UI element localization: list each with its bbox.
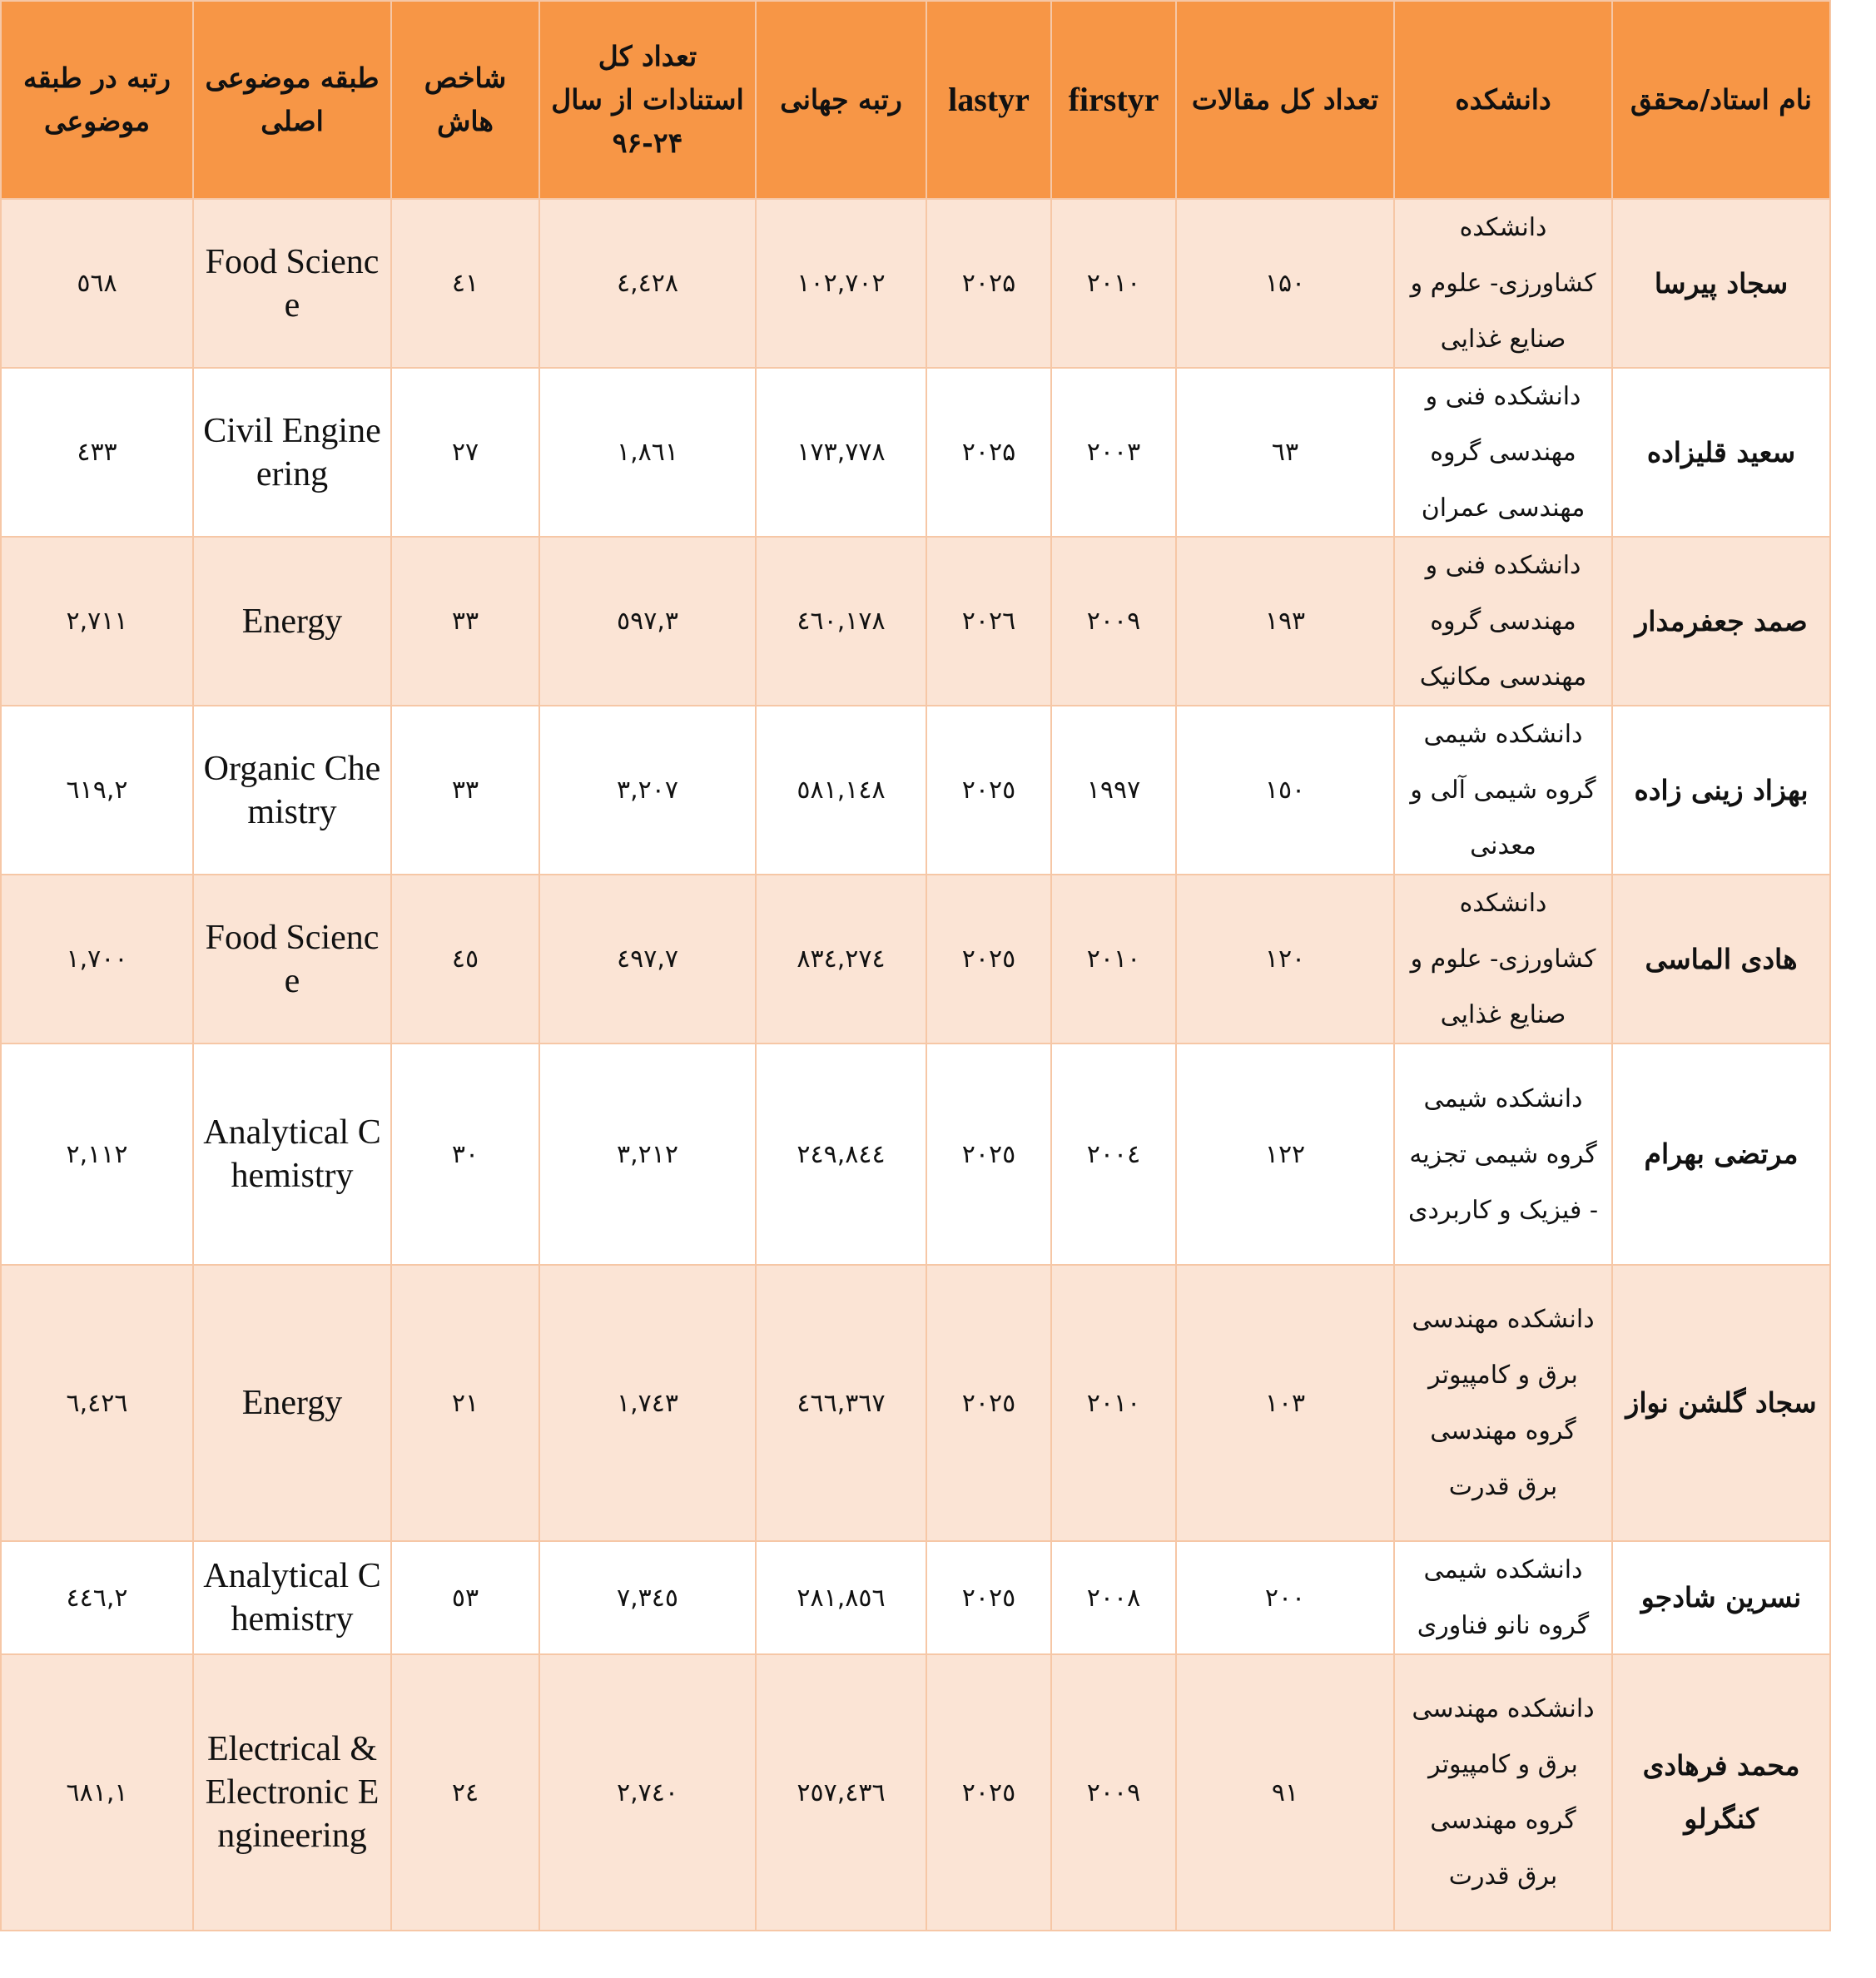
last-year-cell: ۲۰۲٥	[926, 1265, 1051, 1541]
subject-rank-cell: ۲,۱۱۲	[1, 1044, 193, 1265]
total-articles-cell: ۱۲۲	[1176, 1044, 1394, 1265]
citations-cell: ۳,۲۰۷	[539, 706, 756, 875]
total-articles-cell: ۹۱	[1176, 1654, 1394, 1931]
table-row	[1, 1654, 1830, 1931]
header-citations: تعداد کل استنادات از سال ۲۴-۹۶	[539, 1, 756, 199]
faculty-cell: دانشکده مهندسی برق و کامپیوتر گروه مهندسی برق قدرت	[1394, 1654, 1612, 1931]
table-row	[1, 875, 1830, 1044]
faculty-cell: دانشکده کشاورزی- علوم و صنایع غذایی	[1394, 875, 1612, 1044]
researcher-name: سجاد گلشن نواز	[1612, 1265, 1830, 1541]
total-articles-cell: ۱٥۰	[1176, 706, 1394, 875]
faculty-cell: دانشکده کشاورزی- علوم و صنایع غذایی	[1394, 199, 1612, 368]
table-row	[1, 1541, 1830, 1654]
first-year-cell: ۲۰۱۰	[1051, 1265, 1176, 1541]
header-subject: طبقه موضوعی اصلی	[193, 1, 391, 199]
table-row	[1, 537, 1830, 706]
world-rank-cell: ۱۰۲,۷۰۲	[756, 199, 926, 368]
citations-cell: ۳,۲۱۲	[539, 1044, 756, 1265]
last-year-cell: ۲۰۲٥	[926, 706, 1051, 875]
last-year-cell: ۲۰۲٥	[926, 875, 1051, 1044]
world-rank-cell: ۱۷۸,٤٦۰	[756, 537, 926, 706]
faculty-cell: دانشکده فنی و مهندسی گروه مهندسی عمران	[1394, 368, 1612, 537]
subject-rank-cell: ٥٦٨	[1, 199, 193, 368]
table-row	[1, 706, 1830, 875]
last-year-cell: ۲۰۲٥	[926, 1044, 1051, 1265]
first-year-cell: ۲۰۱۰	[1051, 199, 1176, 368]
faculty-cell: دانشکده فنی و مهندسی گروه مهندسی مکانیک	[1394, 537, 1612, 706]
header-world-rank: رتبه جهانی	[756, 1, 926, 199]
world-rank-cell: ۱۷۳,۷۷۸	[756, 368, 926, 537]
last-year-cell: ۲۰۲٦	[926, 537, 1051, 706]
world-rank-cell: ۲٤۹,۸٤٤	[756, 1044, 926, 1265]
researcher-name: نسرین شادجو	[1612, 1541, 1830, 1654]
total-articles-cell: ٦٣	[1176, 368, 1394, 537]
subject-rank-cell: ٦,٤۲٦	[1, 1265, 193, 1541]
citations-cell: ٤,٤٢٨	[539, 199, 756, 368]
total-articles-cell: ۱۹۳	[1176, 537, 1394, 706]
researcher-name: سجاد پیرسا	[1612, 199, 1830, 368]
subject-category-cell: Analytical Chemistry	[193, 1541, 391, 1654]
header-name: نام استاد/محقق	[1612, 1, 1830, 199]
last-year-cell: ۲۰۲٥	[926, 1654, 1051, 1931]
subject-category-cell: Civil Engineering	[193, 368, 391, 537]
faculty-cell: دانشکده شیمی گروه شیمی آلی و معدنی	[1394, 706, 1612, 875]
world-rank-cell: ۱٤۸,٥۸۱	[756, 706, 926, 875]
h-index-cell: ۲۷	[391, 368, 539, 537]
citations-cell: ۱,۷٤۳	[539, 1265, 756, 1541]
subject-rank-cell: ٤۳۳	[1, 368, 193, 537]
researcher-name: محمد فرهادی کنگرلو	[1612, 1654, 1830, 1931]
subject-category-cell: Energy	[193, 537, 391, 706]
total-articles-cell: ۱۵۰	[1176, 199, 1394, 368]
world-rank-cell: ۲۷٤,۸۳٤	[756, 875, 926, 1044]
table-header	[1, 1, 1830, 199]
citations-cell: ۳,٥۹۷	[539, 537, 756, 706]
first-year-cell: ۲۰۰۸	[1051, 1541, 1176, 1654]
header-faculty: دانشکده	[1394, 1, 1612, 199]
world-rank-cell: ٤۳٦,۲٥۷	[756, 1654, 926, 1931]
table-row	[1, 368, 1830, 537]
faculty-cell: دانشکده مهندسی برق و کامپیوتر گروه مهندسی برق قدرت	[1394, 1265, 1612, 1541]
citations-cell: ۱,۸٦۱	[539, 368, 756, 537]
last-year-cell: ۲۰۲۵	[926, 199, 1051, 368]
subject-rank-cell: ۲,٤٤٦	[1, 1541, 193, 1654]
researcher-name: صمد جعفرمدار	[1612, 537, 1830, 706]
subject-rank-cell: ۲,۷۱۱	[1, 537, 193, 706]
citations-cell: ۷,٤۹۷	[539, 875, 756, 1044]
first-year-cell: ۲۰۰٤	[1051, 1044, 1176, 1265]
table-row	[1, 199, 1830, 368]
subject-rank-cell: ۲,٦۱۹	[1, 706, 193, 875]
h-index-cell: ۳۳	[391, 537, 539, 706]
table-row	[1, 1265, 1830, 1541]
header-firstyr: firstyr	[1051, 1, 1176, 199]
last-year-cell: ۲۰۲٥	[926, 1541, 1051, 1654]
subject-category-cell: Energy	[193, 1265, 391, 1541]
first-year-cell: ۲۰۰۳	[1051, 368, 1176, 537]
subject-rank-cell: ۱,٦۸۱	[1, 1654, 193, 1931]
header-h-index: شاخص هاش	[391, 1, 539, 199]
h-index-cell: ۲۱	[391, 1265, 539, 1541]
subject-category-cell: Food Science	[193, 875, 391, 1044]
header-total-articles: تعداد کل مقالات	[1176, 1, 1394, 199]
world-rank-cell: ۲۸۱,۸٥٦	[756, 1541, 926, 1654]
header-lastyr: lastyr	[926, 1, 1051, 199]
world-rank-cell: ۳٦۷,٤٦٦	[756, 1265, 926, 1541]
citations-cell: ۲,۷٤۰	[539, 1654, 756, 1931]
first-year-cell: ۲۰۰۹	[1051, 537, 1176, 706]
h-index-cell: ٤١	[391, 199, 539, 368]
h-index-cell: ٥۳	[391, 1541, 539, 1654]
h-index-cell: ٤٥	[391, 875, 539, 1044]
first-year-cell: ۱۹۹۷	[1051, 706, 1176, 875]
faculty-cell: دانشکده شیمی گروه نانو فناوری	[1394, 1541, 1612, 1654]
h-index-cell: ۲٤	[391, 1654, 539, 1931]
subject-rank-cell: ۱,۷۰۰	[1, 875, 193, 1044]
citations-cell: ۷,۳٤٥	[539, 1541, 756, 1654]
subject-category-cell: Organic Chemistry	[193, 706, 391, 875]
subject-category-cell: Food Science	[193, 199, 391, 368]
last-year-cell: ۲۰۲۵	[926, 368, 1051, 537]
researcher-name: مرتضی بهرام	[1612, 1044, 1830, 1265]
h-index-cell: ۳۰	[391, 1044, 539, 1265]
subject-category-cell: Analytical Chemistry	[193, 1044, 391, 1265]
header-subject-rank: رتبه در طبقه موضوعی	[1, 1, 193, 199]
researcher-name: سعید قلیزاده	[1612, 368, 1830, 537]
total-articles-cell: ۱۲۰	[1176, 875, 1394, 1044]
header-row	[1, 1, 1830, 199]
researcher-name: هادی الماسی	[1612, 875, 1830, 1044]
faculty-cell: دانشکده شیمی گروه شیمی تجزیه - فیزیک و کاربردی	[1394, 1044, 1612, 1265]
table-body	[1, 199, 1830, 1931]
researcher-name: بهزاد زینی زاده	[1612, 706, 1830, 875]
total-articles-cell: ۲۰۰	[1176, 1541, 1394, 1654]
first-year-cell: ۲۰۰۹	[1051, 1654, 1176, 1931]
first-year-cell: ۲۰۱۰	[1051, 875, 1176, 1044]
h-index-cell: ۳۳	[391, 706, 539, 875]
total-articles-cell: ۱۰۳	[1176, 1265, 1394, 1541]
table-row	[1, 1044, 1830, 1265]
subject-category-cell: Electrical & Electronic Engineering	[193, 1654, 391, 1931]
